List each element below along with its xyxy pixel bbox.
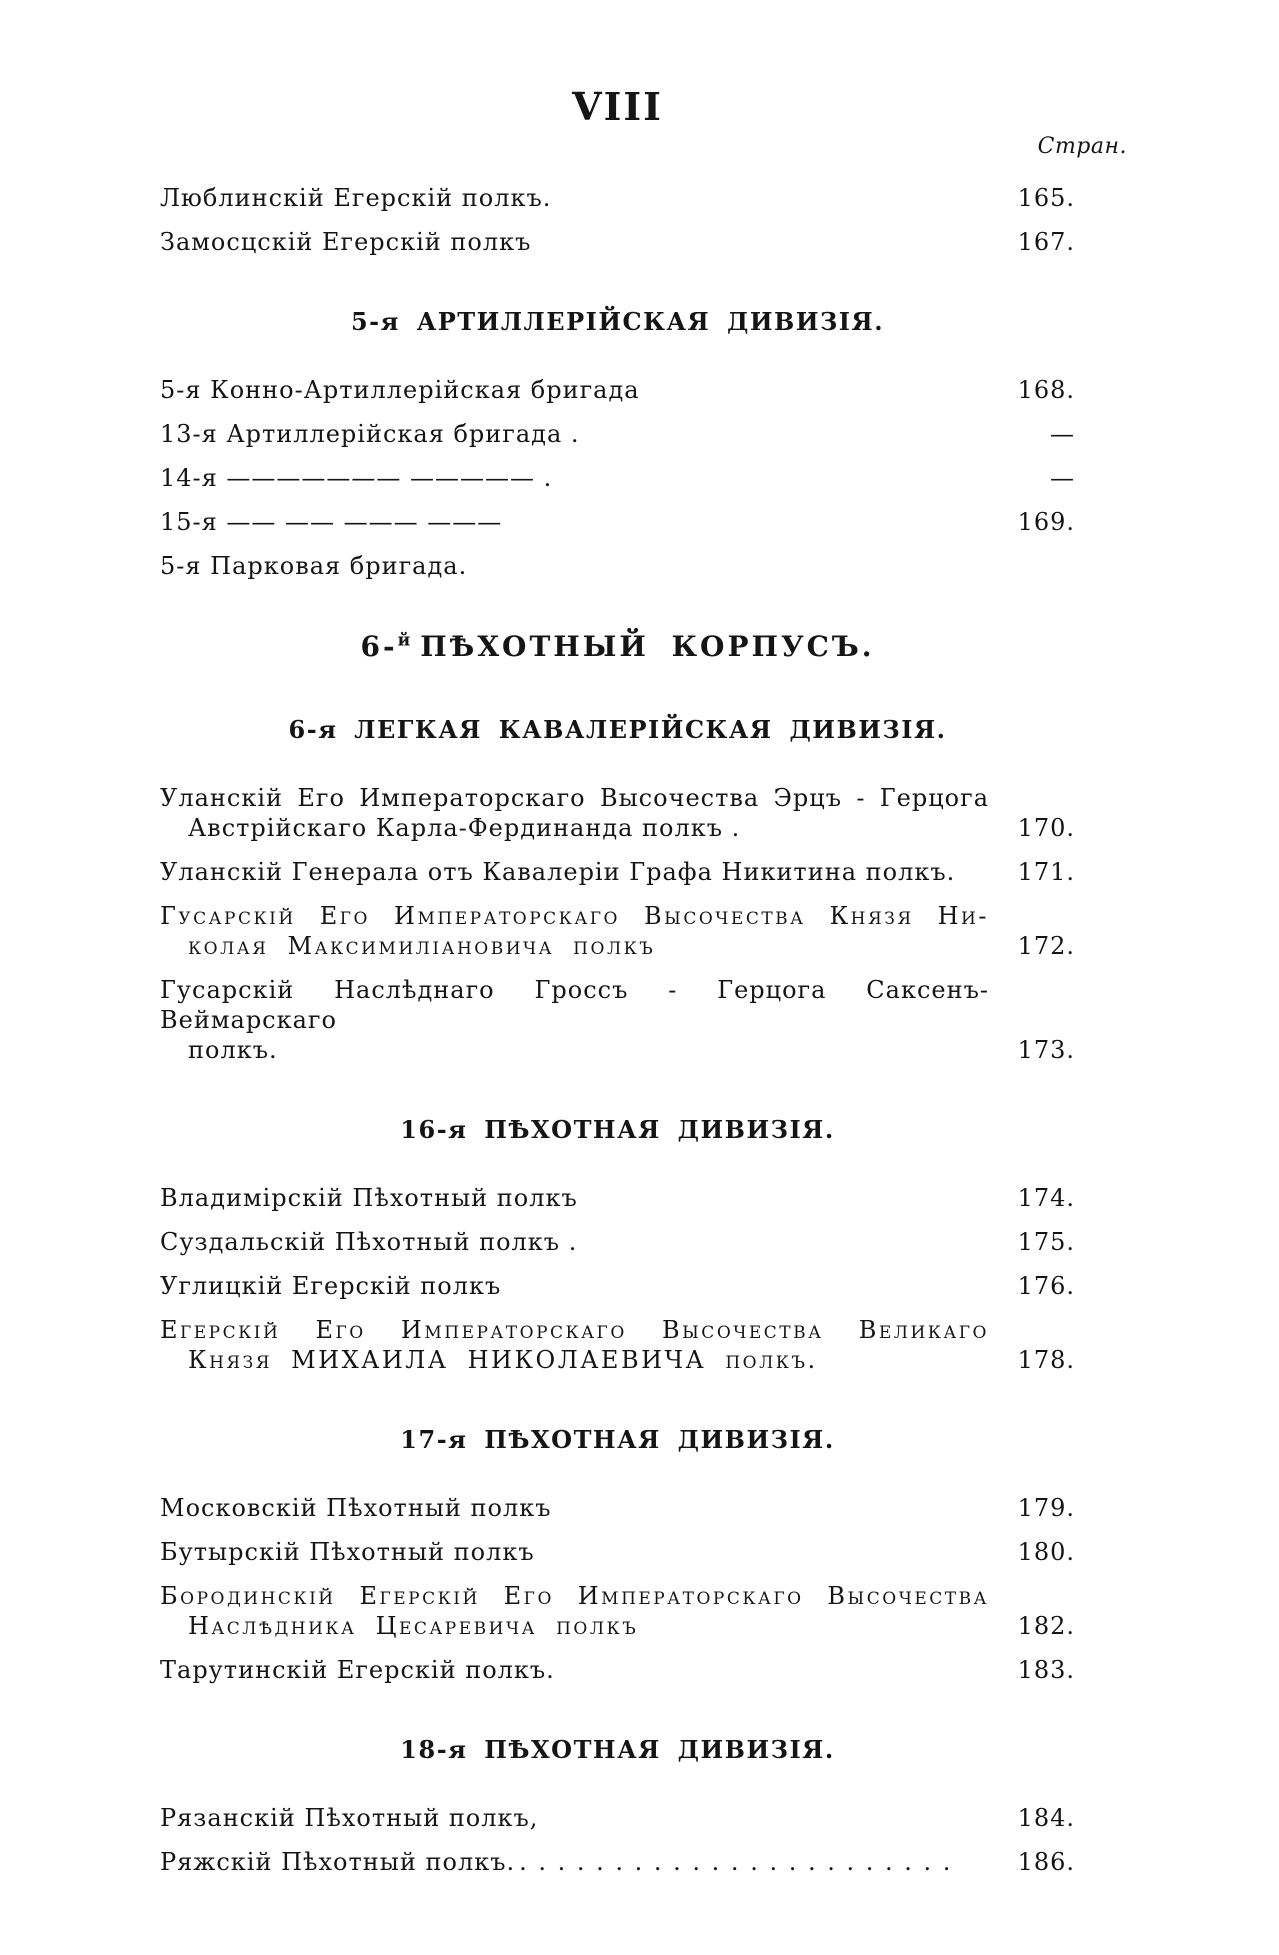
toc-row — [160, 975, 1075, 1065]
toc-entry-line: 13-я Артиллерійская бригада . — [160, 419, 580, 448]
toc-entry-title — [160, 419, 989, 449]
toc-entry-line: 5-я Парковая бригада. — [160, 551, 468, 580]
toc-entry-line: 5-я Конно-Артиллерійская бригада — [160, 375, 640, 404]
toc-entry-title — [160, 1803, 989, 1833]
toc-page-number: 173. — [1017, 1036, 1075, 1065]
toc-section — [160, 1493, 1075, 1685]
toc-page-number: — — [1050, 463, 1075, 492]
toc-section — [160, 1803, 1075, 1877]
toc-page-number: 172. — [1017, 932, 1075, 961]
corps-title: ПѢХОТНЫЙ КОРПУСЪ. — [420, 629, 875, 663]
dot-leader: . . . . . . . . . . . . . . . . . . . . . . . — [519, 1848, 953, 1877]
toc-entry-title — [160, 375, 989, 405]
toc-row — [160, 183, 1075, 213]
toc-entry-title — [160, 1581, 989, 1641]
toc-entry-line: Егерскій Его Императорскаго Высочества Великаго — [160, 1316, 989, 1345]
toc-entry-title — [160, 975, 989, 1065]
toc-entry-title: Ряжскій Пѣхотный полкъ. — [160, 1848, 516, 1877]
toc-page-number: 170. — [1017, 814, 1075, 843]
toc-entry-line: Наслѣдника Цесаревича полкъ — [188, 1612, 639, 1641]
toc-row — [160, 1581, 1075, 1641]
toc-page-number: 183. — [1017, 1656, 1075, 1685]
toc-page-number: 182. — [1017, 1612, 1075, 1641]
toc-page-number: 171. — [1017, 858, 1075, 887]
toc-page-number: 180. — [1017, 1538, 1075, 1567]
toc-page-number: 169. — [1017, 507, 1075, 536]
toc-entry-title — [160, 551, 989, 581]
toc-page-number: 184. — [1017, 1804, 1075, 1833]
toc-entry-line: Владимірскій Пѣхотный полкъ — [160, 1184, 578, 1213]
toc-page-number: 175. — [1017, 1228, 1075, 1257]
toc-row — [160, 1847, 1075, 1877]
toc-entry-line: полкъ. — [188, 1036, 278, 1065]
toc-section-heading: 5-я АРТИЛЛЕРІЙСКАЯ ДИВИЗІЯ. — [350, 306, 885, 336]
toc-entry-line: Рязанскій Пѣхотный полкъ, — [160, 1804, 539, 1833]
toc-row — [160, 507, 1075, 537]
toc-entry-line: Уланскій Генерала отъ Кавалеріи Графа Никитина полкъ. — [160, 858, 956, 887]
toc-entry-title — [160, 507, 989, 537]
toc-entry-title — [160, 1537, 989, 1567]
toc-entry-title — [160, 783, 989, 843]
toc-section — [160, 1183, 1075, 1375]
toc-entry-line: Тарутинскій Егерскій полкъ. — [160, 1656, 555, 1685]
toc-section — [160, 783, 1075, 1065]
table-of-contents — [160, 183, 1075, 1877]
toc-section — [160, 183, 1075, 257]
toc-entry-title — [160, 1227, 989, 1257]
toc-row — [160, 1537, 1075, 1567]
toc-entry-line: колая Максимиліановича полкъ — [188, 932, 656, 961]
toc-entry-line: Суздальскій Пѣхотный полкъ . — [160, 1228, 578, 1257]
toc-entry-title — [160, 1271, 989, 1301]
toc-section-heading: 16-я ПѢХОТНАЯ ДИВИЗІЯ. — [400, 1115, 835, 1145]
toc-row — [160, 901, 1075, 961]
toc-row — [160, 1183, 1075, 1213]
toc-entry-line: 15-я —— —— ——— ——— — [160, 507, 503, 536]
toc-entry-line: Князя МИХАИЛА НИКОЛАЕВИЧА полкъ. — [188, 1346, 818, 1375]
toc-entry-line: Московскій Пѣхотный полкъ — [160, 1494, 552, 1523]
toc-page-number: 167. — [1017, 227, 1075, 256]
toc-row — [160, 783, 1075, 843]
toc-row — [160, 551, 1075, 581]
toc-section — [160, 375, 1075, 581]
toc-row — [160, 375, 1075, 405]
toc-row — [160, 1655, 1075, 1685]
toc-entry-title — [160, 227, 989, 257]
toc-entry-line: Уланскій Его Императорскаго Высочества Эрцъ - Герцога — [160, 784, 989, 813]
toc-row — [160, 227, 1075, 257]
toc-row — [160, 1315, 1075, 1375]
page-column-label: Стран. — [1037, 133, 1127, 159]
toc-row — [160, 1803, 1075, 1833]
toc-entry-title — [160, 901, 989, 961]
toc-entry-line: Люблинскій Егерскій полкъ. — [160, 183, 552, 212]
toc-entry-line: Углицкій Егерскій полкъ — [160, 1272, 502, 1301]
toc-page-number: 178. — [1017, 1346, 1075, 1375]
toc-entry-title — [160, 1655, 989, 1685]
toc-row — [160, 463, 1075, 493]
toc-page-number: 165. — [1017, 183, 1075, 212]
toc-section-heading: 17-я ПѢХОТНАЯ ДИВИЗІЯ. — [400, 1425, 835, 1455]
toc-page-number: 176. — [1017, 1272, 1075, 1301]
toc-row — [160, 857, 1075, 887]
toc-entry-title — [160, 463, 989, 493]
page-roman-numeral: VIII — [572, 84, 663, 129]
toc-row — [160, 419, 1075, 449]
toc-entry-title — [160, 1315, 989, 1375]
toc-entry-line: Бородинскій Егерскій Его Императорскаго Высочества — [160, 1582, 989, 1611]
toc-entry-title — [160, 1183, 989, 1213]
toc-entry-line: Гусарскій Наслѣднаго Гроссъ - Герцога Саксенъ-Веймарскаго — [160, 976, 989, 1035]
toc-page-number: — — [1050, 419, 1075, 448]
toc-entry-title — [160, 183, 989, 213]
toc-entry-title — [160, 857, 989, 887]
corps-number-superscript: й — [397, 630, 411, 651]
toc-entry-line: Бутырскій Пѣхотный полкъ — [160, 1538, 535, 1567]
toc-page-number: 179. — [1017, 1494, 1075, 1523]
toc-entry-line: Замосцскій Егерскій полкъ — [160, 227, 532, 256]
toc-section-heading: 6-я ЛЕГКАЯ КАВАЛЕРІЙСКАЯ ДИВИЗІЯ. — [288, 715, 947, 745]
corps-number: 6- — [360, 629, 398, 663]
toc-entry-line: Гусарскій Его Императорскаго Высочества Князя Ни- — [160, 902, 989, 931]
toc-row — [160, 1271, 1075, 1301]
toc-row — [160, 1227, 1075, 1257]
toc-row — [160, 1493, 1075, 1523]
toc-page-number: 168. — [1017, 375, 1075, 404]
corps-heading — [160, 629, 1075, 665]
toc-page-number: 186. — [1017, 1848, 1075, 1877]
toc-entry-title — [160, 1493, 989, 1523]
toc-entry-line: 14-я ——————— ————— . — [160, 463, 553, 492]
toc-entry-line: Австрійскаго Карла-Фердинанда полкъ . — [188, 814, 741, 843]
toc-page-number: 174. — [1017, 1184, 1075, 1213]
toc-section-heading: 18-я ПѢХОТНАЯ ДИВИЗІЯ. — [400, 1735, 835, 1765]
